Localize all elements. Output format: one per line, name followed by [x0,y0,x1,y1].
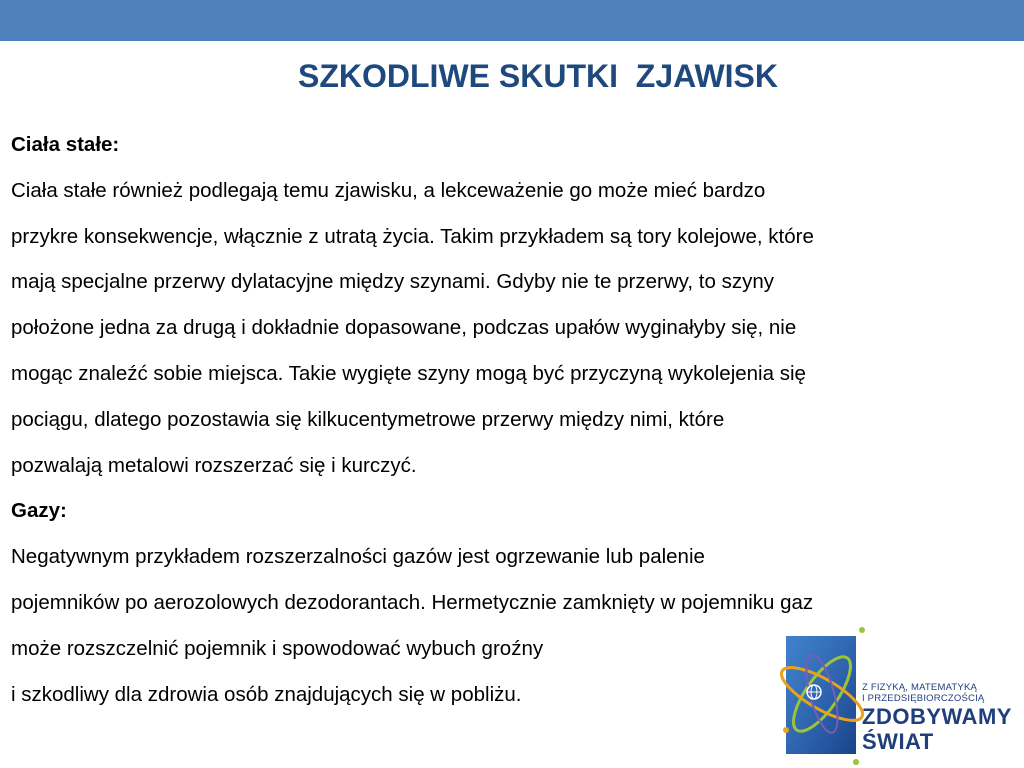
logo-electron [783,727,789,733]
top-bar [0,0,1024,41]
body-line: mają specjalne przerwy dylatacyjne między szynami. Gdyby nie te przerwy, to szyny [11,270,774,294]
logo-line-3: ZDOBYWAMY [862,704,1012,729]
project-logo [770,622,1024,768]
slide-title: SZKODLIWE SKUTKI ZJAWISK [298,58,778,94]
logo-line-4: ŚWIAT [862,729,934,754]
logo-line-2: I PRZEDSIĘBIORCZOŚCIĄ [862,693,985,704]
body-line: Negatywnym przykładem rozszerzalności gazów jest ogrzewanie lub palenie [11,545,705,569]
logo-electron [859,627,865,633]
body-line: Ciała stałe również podlegają temu zjawisku, a lekceważenie go może mieć bardzo [11,178,766,202]
section-heading-solids: Ciała stałe: [11,133,120,156]
body-line: położone jedna za drugą i dokładnie dopasowane, podczas upałów wyginałyby się, nie [11,316,797,340]
body-line: przykre konsekwencje, włącznie z utratą życia. Takim przykładem są tory kolejowe, które [11,224,814,248]
logo-electron [853,759,859,765]
logo-text [862,682,1012,754]
body-line: pojemników po aerozolowych dezodorantach. Hermetycznie zamknięty w pojemniku gaz [11,590,814,614]
body-line: może rozszczelnić pojemnik i spowodować wybuch groźny [11,636,544,660]
body-line: mogąc znaleźć sobie miejsca. Takie wygięte szyny mogą być przyczyną wykolejenia się [11,361,806,385]
section-heading-gases: Gazy: [11,499,67,523]
logo-line-1: Z FIZYKĄ, MATEMATYKĄ [862,682,978,693]
body-line: i szkodliwy dla zdrowia osób znajdujących się w pobliżu. [11,682,522,706]
body-line: pozwalają metalowi rozszerzać się i kurczyć. [11,453,417,477]
body-line: pociągu, dlatego pozostawia się kilkucentymetrowe przerwy między nimi, które [11,407,725,431]
